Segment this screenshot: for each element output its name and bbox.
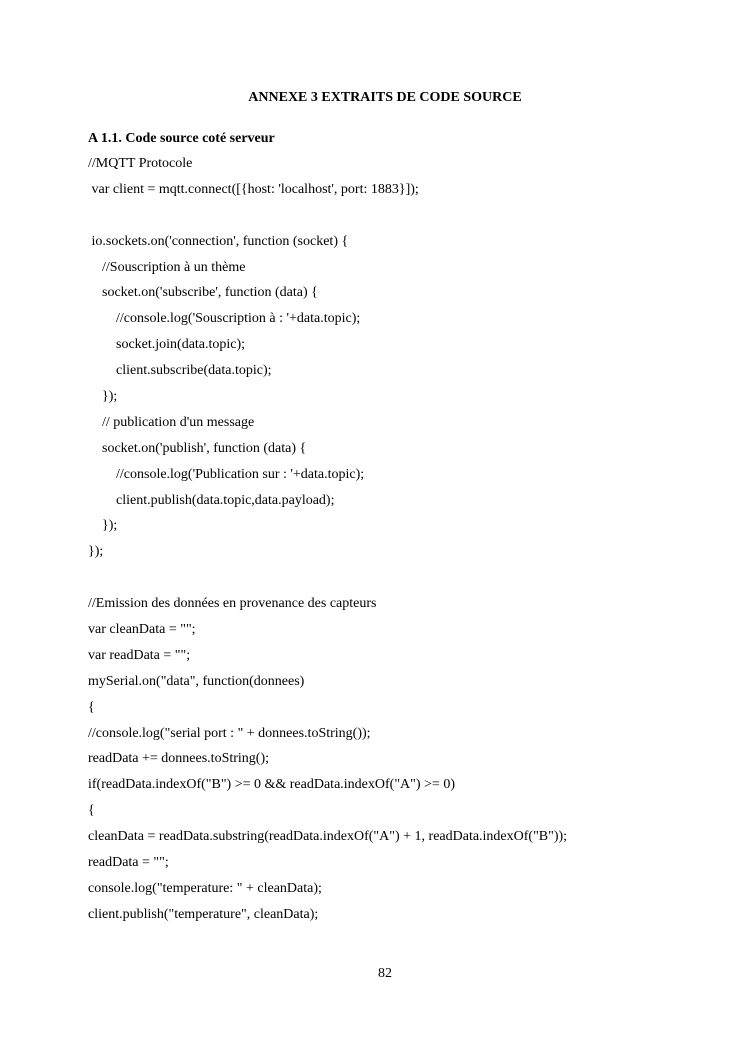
code-line: var client = mqtt.connect([{host: 'localhost', port: 1883}]); [88,181,419,197]
code-line: //Emission des données en provenance des capteurs [88,596,377,612]
page-number: 82 [378,966,392,981]
code-line: socket.on('subscribe', function (data) { [88,285,318,301]
code-line: }); [88,518,118,534]
code-line: //MQTT Protocole [88,156,193,171]
annex-title: ANNEXE 3 EXTRAITS DE CODE SOURCE [248,90,522,105]
code-line: socket.on('publish', function (data) { [88,440,307,456]
code-line: //console.log("serial port : " + donnees.toString()); [88,725,371,741]
section-heading: A 1.1. Code source coté serveur [88,131,275,146]
code-line: readData = ""; [88,855,169,871]
code-line: // publication d'un message [88,414,255,430]
code-line: //console.log('Publication sur : '+data.topic); [88,466,365,482]
code-line: mySerial.on("data", function(donnees) [88,673,305,689]
code-line [88,207,708,233]
code-line: io.sockets.on('connection', function (socket) { [88,233,349,249]
code-line: if(readData.indexOf("B") >= 0 && readData.indexOf("A") >= 0) [88,777,455,793]
code-line: client.publish(data.topic,data.payload); [88,492,335,508]
code-line: }); [88,544,104,560]
code-line: //console.log('Souscription à : '+data.topic); [88,311,361,327]
code-line: cleanData = readData.substring(readData.indexOf("A") + 1, readData.indexOf("B")); [88,829,568,845]
code-line: //Souscription à un thème [88,259,246,275]
code-line: client.publish("temperature", cleanData); [88,906,319,922]
code-line: }); [88,389,118,405]
code-line: socket.join(data.topic); [88,337,246,353]
code-line: var readData = ""; [88,647,191,663]
code-line: client.subscribe(data.topic); [88,363,272,379]
code-line: readData += donnees.toString(); [88,751,270,767]
code-line: var cleanData = ""; [88,622,196,638]
code-line: { [88,803,95,819]
code-listing [88,155,708,932]
code-line: { [88,699,95,715]
code-line [88,569,708,595]
code-line: console.log("temperature: " + cleanData); [88,880,322,896]
